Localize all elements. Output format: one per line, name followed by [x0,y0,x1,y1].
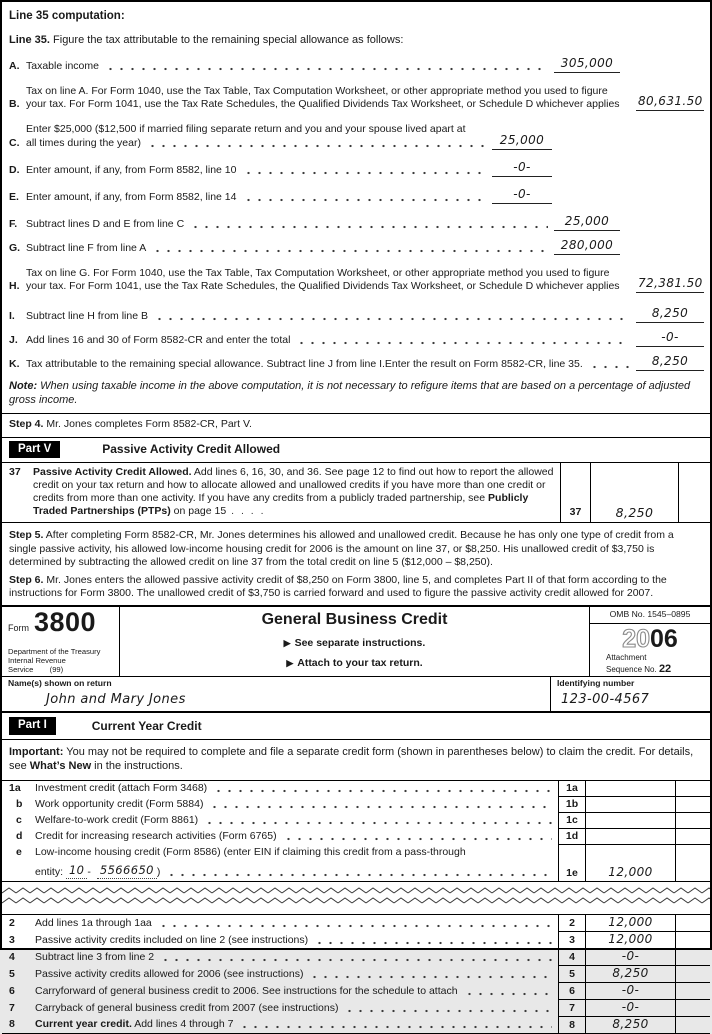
form-number: 3800 [34,607,97,637]
amount-value: -0- [492,160,552,177]
identifying-number-label: Identifying number [557,678,635,689]
empty-cell [675,966,710,983]
dot-leaders [226,505,265,517]
identifying-number-value: 123-00-4567 [561,692,650,708]
empty-cell [675,915,710,932]
name-value: John and Mary Jones [46,692,186,708]
ein-prefix-value: 10 [66,863,87,878]
dot-leaders [152,249,548,253]
table-row-5: 5 Passive activity credits allowed for 2006 (see instructions) 5 8,250 [2,966,710,983]
line-number-box: 2 [558,915,585,932]
amount-cell [585,829,675,845]
line35-intro: Line 35. Figure the tax attributable to the remaining special allowance as follows: [9,34,404,47]
amount-value: -0- [636,330,704,347]
line35-heading: Line 35 computation: [9,10,125,22]
agency-label: Department of the Treasury Internal Revenue Service (99) [8,647,101,675]
computation-row-k: K. Tax attributable to the remaining special allowance. Subtract line J from line I.Enter the result on Form 8582-CR, line 35. 8,250 [9,354,704,371]
empty-cell [675,829,710,845]
computation-row-h: H. Tax on line G. For Form 1040, use the Tax Table, Tax Computation Worksheet, or other appropriate method you used to figure your tax. For Form 1041, use the Tax Rate Schedules, the Qualified Dividends Tax Worksheet, or Schedule D whichever applies 72,381.50 [9,266,703,292]
amount-value: 280,000 [554,238,620,255]
amount-value: 72,381.50 [636,276,704,293]
dot-leaders [147,144,486,148]
empty-cell [675,983,710,1000]
attachment-sequence: Attachment Sequence No. 22 [606,652,672,675]
computation-row-e: E. Enter amount, if any, from Form 8582, line 14 -0- [9,187,704,204]
line-number-box: 37 [560,463,590,523]
table-row-1e: e Low-income housing credit (Form 8586) (enter EIN if claiming this credit from a pass-through entity: 10 - 5566650 ) 1e 12,000 [2,845,710,881]
step4-paragraph: Step 4. Mr. Jones completes Form 8582-CR, Part V. [9,418,252,431]
line-number-box: 4 [558,949,585,966]
amount-cell: 12,000 [585,932,675,949]
amount-value: 305,000 [554,56,620,73]
zigzag-lines [2,884,710,908]
computation-row-j: J. Add lines 16 and 30 of Form 8582-CR and enter the total -0- [9,330,704,347]
part-v-title: Passive Activity Credit Allowed [102,441,281,456]
table-row-7: 7 Carryback of general business credit from 2007 (see instructions) 7 -0- [2,1000,710,1017]
table-row-1c: c Welfare-to-work credit (Form 8861) 1c [2,813,710,829]
dot-leaders [190,225,548,229]
table-row-4: 4 Subtract line 3 from line 2 4 -0- [2,949,710,966]
line-37-amount: 8,250 [590,463,678,523]
line-37-row [2,463,710,524]
dot-leaders [209,805,552,809]
name-label: Name(s) shown on return [8,678,112,689]
line-number: 37 [9,465,21,478]
empty-cell [675,1017,710,1033]
ein-suffix-value: 5566650 [97,863,157,878]
line-number-box: 1c [558,813,585,829]
amount-value: 25,000 [554,214,620,231]
dot-leaders [239,1025,552,1029]
form-number-block: Form 3800 Department of the Treasury Internal Revenue Service (99) [2,607,120,676]
line-number-box: 3 [558,932,585,949]
amount-cell: 12,000 [585,845,675,881]
part-v-header [2,438,710,463]
credit-table-1 [2,781,710,882]
dot-leaders [105,67,548,71]
amount-cell: -0- [585,949,675,966]
part-v-badge: Part V [9,441,60,458]
part-i-header [2,711,710,739]
empty-cell [675,1000,710,1017]
empty-cell [675,932,710,949]
line-number-box: 1b [558,797,585,813]
amount-value: 8,250 [636,306,704,323]
credit-table-2 [2,914,710,1034]
table-row-6: 6 Carryforward of general business credit to 2006. See instructions for the schedule to attach 6 -0- [2,983,710,1000]
note-paragraph: Note: When using taxable income in the above computation, it is not necessary to refigure items that are based on a percentage of adjusted gross income. [9,379,691,406]
line-number-box: 5 [558,966,585,983]
empty-cell [675,797,710,813]
table-row-1a: 1a Investment credit (attach Form 3468) 1a [2,781,710,797]
line-number-box: 7 [558,1000,585,1017]
amount-value: -0- [492,187,552,204]
pointer-arrow-icon: ▶ [286,658,294,669]
omb-year-block [589,607,710,676]
pointer-arrow-icon: ▶ [283,638,291,648]
dot-leaders [154,317,630,321]
amount-value: 25,000 [492,133,552,150]
tax-year: 2006 [622,624,678,653]
line-number-box: 8 [558,1017,585,1033]
amount-cell [585,797,675,813]
table-row-1b: b Work opportunity credit (Form 5884) 1b [2,797,710,813]
line-number-box: 6 [558,983,585,1000]
part-i-title: Current Year Credit [91,718,202,733]
amount-cell [585,813,675,829]
line-number-box: 1e [558,845,585,881]
amount-value: 8,250 [636,354,704,371]
dot-leaders [204,821,552,825]
computation-row-g: G. Subtract line F from line A 280,000 [9,238,704,255]
important-notice: Important: You may not be required to complete and file a separate credit form (shown in parentheses below) to claim the credit. For details, see What’s New in the instructions. [2,740,710,782]
identifying-number-field [550,677,710,711]
step5-paragraph: Step 5. After completing Form 8582-CR, Mr. Jones determines his allowed and unallowed credit. Because he has only one type of credit from a single passive activity, his allowed low-income housing credit for 2006 is the amount on line 37, or $8,250. His unallowed credit of $3,750 is determined by subtracting the allowed credit on line 37 from the total credit on line 5 ($12,000 – $8,250). [9,529,674,568]
omb-number: OMB No. 1545–0895 [590,607,710,624]
empty-cell [675,781,710,797]
computation-row-a: A. Taxable income 305,000 [9,56,704,73]
dot-leaders [166,873,552,877]
empty-cell [675,845,710,881]
section-divider [2,413,710,414]
computation-row-c: C. Enter $25,000 ($12,500 if married filing separate return and you and your spouse lived apart at all times during the year) 25,000 [9,123,704,149]
amount-cell: 8,250 [585,966,675,983]
dot-leaders [464,992,552,996]
dot-leaders [158,924,552,928]
part-i-badge: Part I [9,717,56,734]
table-row-1d: d Credit for increasing research activities (Form 6765) 1d [2,829,710,845]
empty-cell [678,463,710,523]
computation-row-f: F. Subtract lines D and E from line C 25,000 [9,214,704,231]
table-row-3: 3 Passive activity credits included on line 2 (see instructions) 3 12,000 [2,932,710,949]
dot-leaders [344,1009,552,1013]
dot-leaders [243,198,487,202]
amount-value: 80,631.50 [636,94,704,111]
empty-cell [675,813,710,829]
dot-leaders [589,365,630,369]
form-3800-header [2,605,710,676]
line-number-box: 1a [558,781,585,797]
line-number-box: 1d [558,829,585,845]
computation-row-d: D. Enter amount, if any, from Form 8582, line 10 -0- [9,160,704,177]
table-row-8: 8 Current year credit. Add lines 4 through 7 8 8,250 [2,1017,710,1033]
empty-cell [675,949,710,966]
line-37-description: Passive Activity Credit Allowed. Add lines 6, 16, 30, and 36. See page 12 to find out how to report the allowed credit on your tax return and how to allocate allowed and unallowed credits if you have more than one credit or credits from more than one activity. If you have any credits from a publicly traded partnership, see Publicly Traded Partnerships (PTPs) on page 15 . [33,466,560,519]
table-row-2: 2 Add lines 1a through 1aa 2 12,000 [2,915,710,932]
amount-cell: -0- [585,983,675,1000]
dot-leaders [243,171,487,175]
form-title-block: General Business Credit ▶ See separate instructions. ▶ Attach to your tax return. [120,607,589,676]
dot-leaders [160,958,552,962]
computation-row-b: B. Tax on line A. For Form 1040, use the Tax Table, Tax Computation Worksheet, or other appropriate method you used to figure your tax. For Form 1041, use the Tax Rate Schedules, the Qualified Dividends Tax Worksheet, or Schedule D whichever applies 80,631.50 [9,85,703,111]
computation-row-i: I. Subtract line H from line B 8,250 [9,306,704,323]
amount-cell: 12,000 [585,915,675,932]
amount-cell: -0- [585,1000,675,1017]
torn-edge-break [2,882,710,913]
form-title: General Business Credit [261,611,448,628]
name-identity-row [2,676,710,711]
amount-cell [585,781,675,797]
dot-leaders [283,837,552,841]
step6-paragraph: Step 6. Mr. Jones enters the allowed passive activity credit of $8,250 on Form 3800, line 5, and completes Part II of that form according to the instructions for Form 3800. The unallowed credit of $3,750 is carried forward and used to figure the passive activity credit allowed for 2007. [9,573,667,599]
amount-cell: 8,250 [585,1017,675,1033]
name-field [2,677,550,711]
dot-leaders [213,789,552,793]
dot-leaders [296,341,630,345]
dot-leaders [314,941,552,945]
dot-leaders [309,975,552,979]
